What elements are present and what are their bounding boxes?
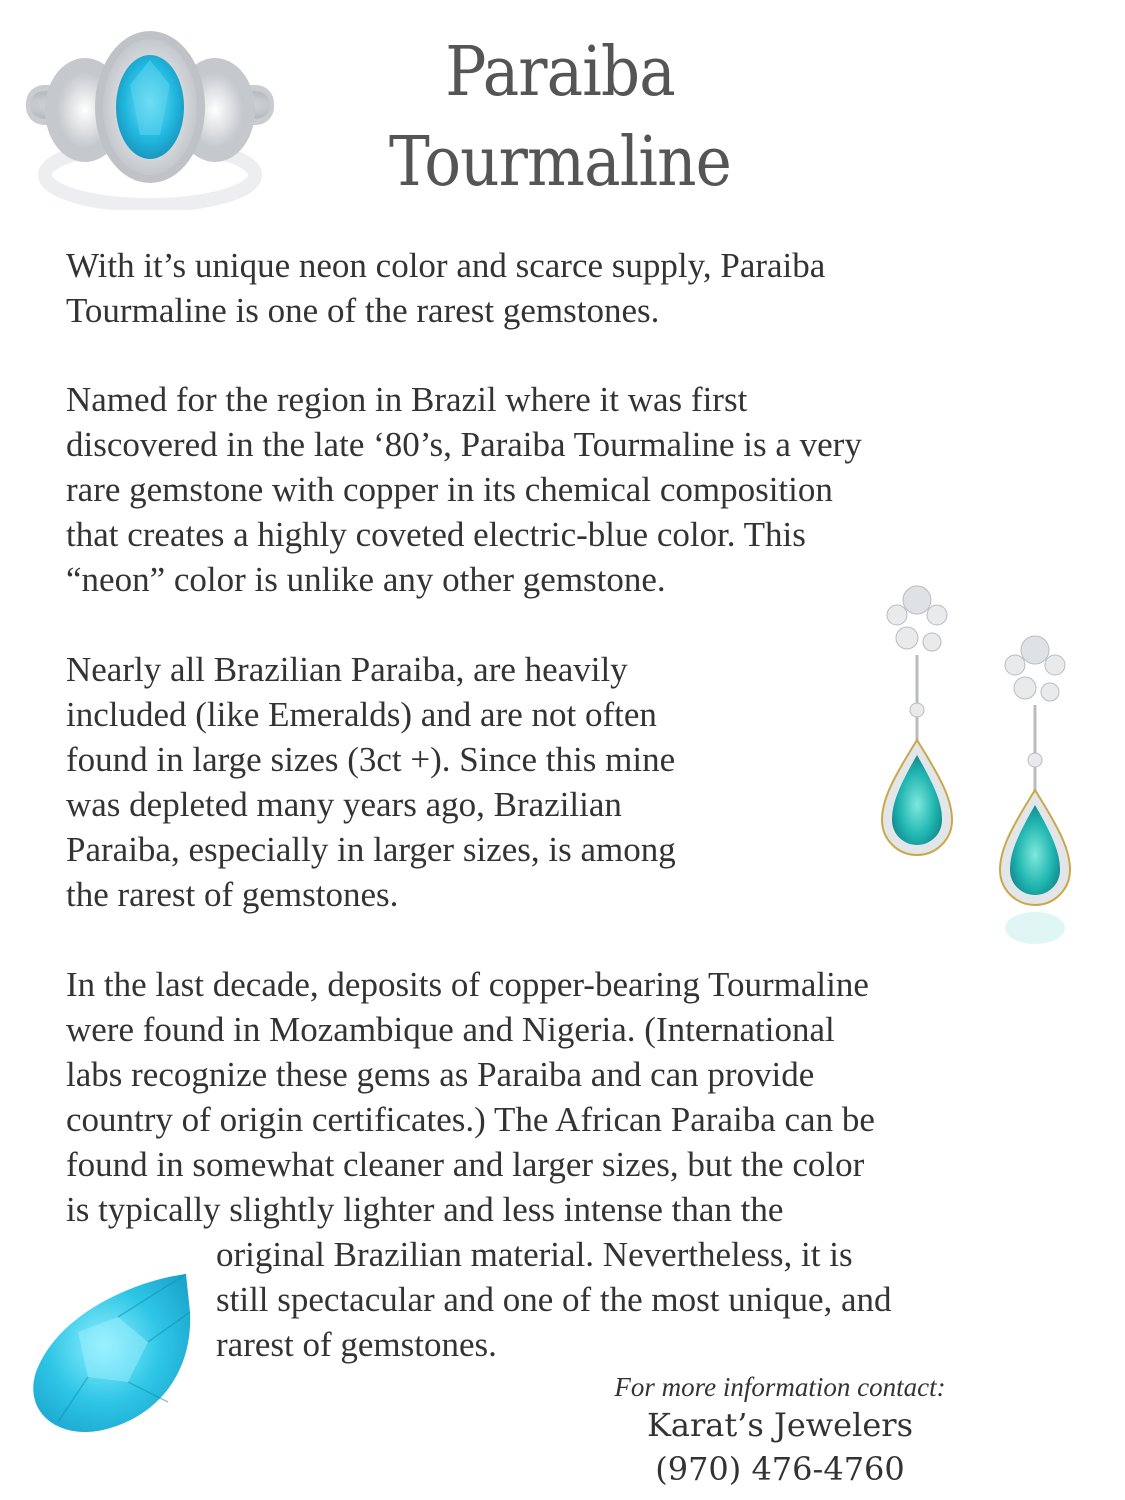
text-line: discovered in the late ‘80’s, Paraiba Tourmaline is a very (66, 425, 862, 464)
text-line: that creates a highly coveted electric-blue color. This (66, 515, 806, 554)
text-line: Nearly all Brazilian Paraiba, are heavily (66, 650, 628, 689)
text-line: still spectacular and one of the most unique, and (216, 1280, 892, 1319)
text-line: country of origin certificates.) The African Paraiba can be (66, 1100, 875, 1139)
paragraph-conclusion (216, 1232, 892, 1367)
paragraph-intro (66, 243, 825, 333)
text-line: is typically slightly lighter and less intense than the (66, 1190, 784, 1229)
text-line: labs recognize these gems as Paraiba and can provide (66, 1055, 815, 1094)
contact-phone[interactable]: (970) 476-4760 (655, 1450, 905, 1488)
paragraph-origin (66, 377, 862, 602)
text-line: “neon” color is unlike any other gemstone. (66, 560, 666, 599)
page-title (353, 28, 767, 208)
text-line: found in somewhat cleaner and larger sizes, but the color (66, 1145, 865, 1184)
earrings-image (872, 560, 1097, 945)
text-line: the rarest of gemstones. (66, 875, 399, 914)
gem-image (18, 1262, 208, 1442)
text-line: were found in Mozambique and Nigeria. (International (66, 1010, 835, 1049)
title-line-1: Paraiba (445, 33, 675, 112)
text-line: original Brazilian material. Nevertheless, it is (216, 1235, 853, 1274)
contact-business-name: Karat’s Jewelers (647, 1406, 913, 1444)
paragraph-african (66, 962, 875, 1232)
text-line: With it’s unique neon color and scarce supply, Paraiba (66, 246, 826, 285)
title-line-2: Tourmaline (389, 123, 731, 202)
text-line: included (like Emeralds) and are not often (66, 695, 657, 734)
text-line: rare gemstone with copper in its chemical composition (66, 470, 833, 509)
text-line: In the last decade, deposits of copper-bearing Tourmaline (66, 965, 869, 1004)
text-line: rarest of gemstones. (216, 1325, 497, 1364)
text-line: found in large sizes (3ct +). Since this mine (66, 740, 676, 779)
contact-label: For more information contact: (614, 1372, 946, 1402)
text-line: Tourmaline is one of the rarest gemstones. (66, 291, 660, 330)
paragraph-brazilian (66, 647, 676, 917)
text-line: was depleted many years ago, Brazilian (66, 785, 622, 824)
text-line: Named for the region in Brazil where it was first (66, 380, 748, 419)
ring-image (20, 25, 280, 210)
text-line: Paraiba, especially in larger sizes, is among (66, 830, 676, 869)
